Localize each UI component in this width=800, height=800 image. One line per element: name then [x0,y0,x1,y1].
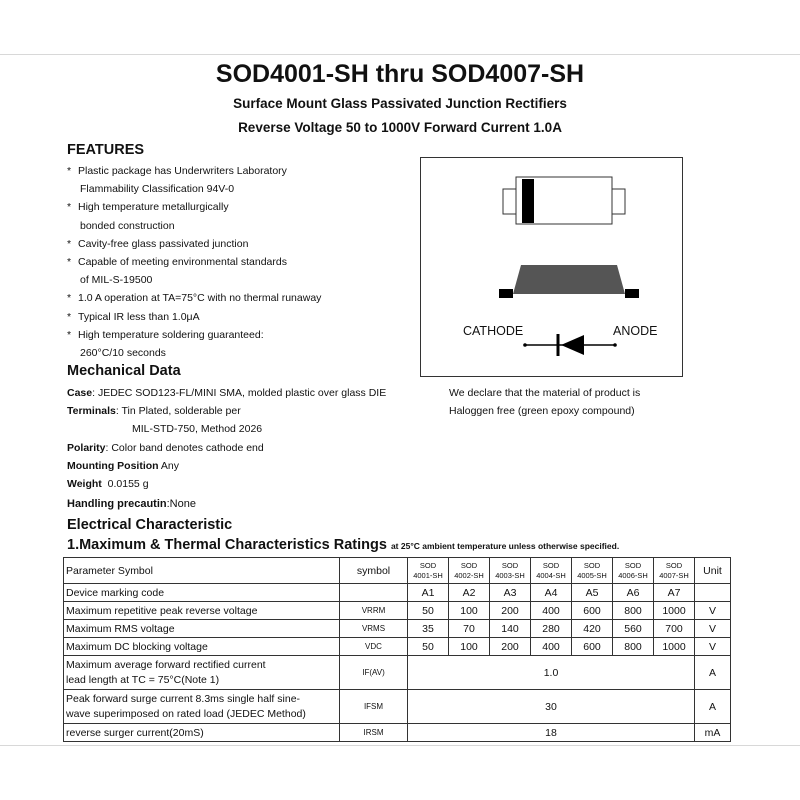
bullet: * [67,237,72,250]
table-row: Maximum repetitive peak reverse voltage VRRM 50 100 200 400 600 800 1000 V [64,602,731,620]
electrical-heading: Electrical Characteristic [67,517,233,533]
bottom-divider [0,745,800,746]
mech-mounting: Mounting Position Any [67,460,179,472]
mech-polarity: Polarity: Color band denotes cathode end [67,442,264,454]
declaration-line2: Haloggen free (green epoxy compound) [449,405,635,417]
header-model: SOD 4007-SH [654,558,695,584]
bullet: * [67,328,72,341]
bullet: * [67,256,72,269]
feature-item: * Typical IR less than 1.0μA [67,308,321,326]
package-side-view [513,265,625,294]
bullet: * [67,201,72,214]
top-divider [0,54,800,55]
bullet: * [67,165,72,177]
feature-item: * Capable of meeting environmental standards [67,253,321,271]
cathode-terminal-dot [523,343,527,347]
diode-triangle [561,335,584,355]
feature-item: * High temperature soldering guaranteed: [67,326,321,344]
header-param: Parameter Symbol [64,558,340,584]
bullet: * [67,292,72,305]
header-model: SOD 4004-SH [531,558,572,584]
mech-case: Case: JEDEC SOD123-FL/MINI SMA, molded plastic over glass DIE [67,387,387,399]
header-model: SOD 4006-SH [613,558,654,584]
table-row: Maximum DC blocking voltage VDC 50 100 200 400 600 800 1000 V [64,638,731,656]
feature-item: * Plastic package has Underwriters Laboratory [67,162,321,180]
anode-label: ANODE [613,324,658,338]
package-figure [420,157,683,377]
feature-item: * 1.0 A operation at TA=75°C with no thermal runaway [67,289,321,307]
mech-handling: Handling precautin:None [67,498,196,510]
mech-weight: Weight 0.0155 g [67,478,149,490]
ratings-note: at 25°C ambient temperature unless otherwise specified. [390,541,620,551]
feature-item-continued: Flammability Classification 94V-0 [80,183,235,196]
cathode-band [522,179,534,223]
feature-item-continued: bonded construction [80,219,175,232]
features-list [67,162,321,362]
ratings-subheading: 1.Maximum & Thermal Characteristics Ratings at 25°C ambient temperature unless otherwise specified. [67,537,620,553]
feature-item-continued: 260°C/10 seconds [80,347,166,360]
cathode-label: CATHODE [463,324,524,338]
table-header-row [64,558,731,584]
table-row: Maximum average forward rectified current lead length at TC = 75°C(Note 1) IF(AV) 1.0 A [64,656,731,690]
header-model: SOD 4001-SH [408,558,449,584]
bullet: * [67,310,72,323]
table-row: reverse surger current(20mS) IRSM 18 mA [64,724,731,742]
header-symbol: symbol [340,558,408,584]
page-subtitle-ratings: Reverse Voltage 50 to 1000V Forward Current 1.0A [238,120,562,135]
mech-terminals: Terminals: Tin Plated, solderable per [67,405,241,417]
package-left-lead [503,189,516,214]
page-title: SOD4001-SH thru SOD4007-SH [215,60,585,88]
feature-item: * High temperature metallurgically [67,198,321,216]
package-drawing [421,158,682,376]
page-subtitle: Surface Mount Glass Passivated Junction Rectifiers [233,96,567,111]
anode-terminal-dot [613,343,617,347]
table-row: Maximum RMS voltage VRMS 35 70 140 280 420 560 700 V [64,620,731,638]
declaration-line1: We declare that the material of product is [449,387,641,399]
header-model: SOD 4002-SH [449,558,490,584]
feature-item-continued: of MIL-S-19500 [80,274,153,287]
mechanical-heading: Mechanical Data [67,363,181,379]
side-left-lead [499,289,513,298]
package-right-lead [612,189,625,214]
header-unit: Unit [695,558,731,584]
mech-terminals-standard: MIL-STD-750, Method 2026 [132,423,263,435]
table-row: Peak forward surge current 8.3ms single half sine- wave superimposed on rated load (JEDEC Method) IFSM 30 A [64,690,731,724]
side-right-lead [625,289,639,298]
header-model: SOD 4003-SH [490,558,531,584]
table-row: Device marking code A1 A2 A3 A4 A5 A6 A7 [64,584,731,602]
features-heading: FEATURES [67,142,145,158]
ratings-table [63,557,731,742]
feature-item: * Cavity-free glass passivated junction [67,235,321,253]
header-model: SOD 4005-SH [572,558,613,584]
